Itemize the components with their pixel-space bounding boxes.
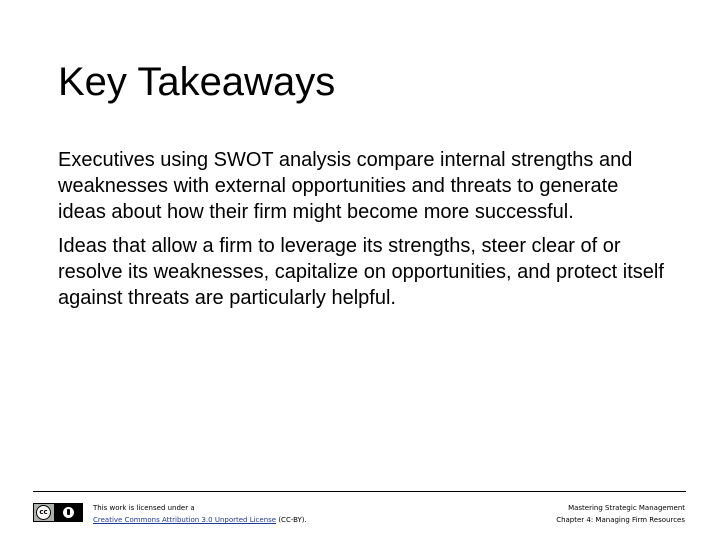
license-line <box>93 514 307 526</box>
license-prefix: This work is licensed under a <box>93 504 195 512</box>
takeaway-paragraph-1: Executives using SWOT analysis compare internal strengths and weaknesses with external opportunities and threats to generate ideas about how their firm might become more successful. <box>58 149 633 223</box>
cc-by-license-icon <box>33 503 83 522</box>
license-link[interactable]: Creative Commons Attribution 3.0 Unported License <box>93 516 277 524</box>
cc-badge-by-section <box>54 504 82 521</box>
book-title: Mastering Strategic Management <box>568 504 685 512</box>
slide-body <box>58 147 668 319</box>
chapter-title: Chapter 4: Managing Firm Resources <box>556 516 685 524</box>
slide-title: Key Takeaways <box>58 60 336 104</box>
cc-icon: cc <box>36 505 51 520</box>
book-info <box>556 502 685 526</box>
license-notice <box>93 502 307 526</box>
attribution-person-icon <box>63 507 74 518</box>
footer-divider <box>33 491 686 492</box>
takeaway-paragraph-2: Ideas that allow a firm to leverage its strengths, steer clear of or resolve its weaknesses, capitalize on opportunities, and protect itself against threats are particularly helpful. <box>58 235 664 309</box>
license-suffix: (CC-BY). <box>278 516 307 524</box>
